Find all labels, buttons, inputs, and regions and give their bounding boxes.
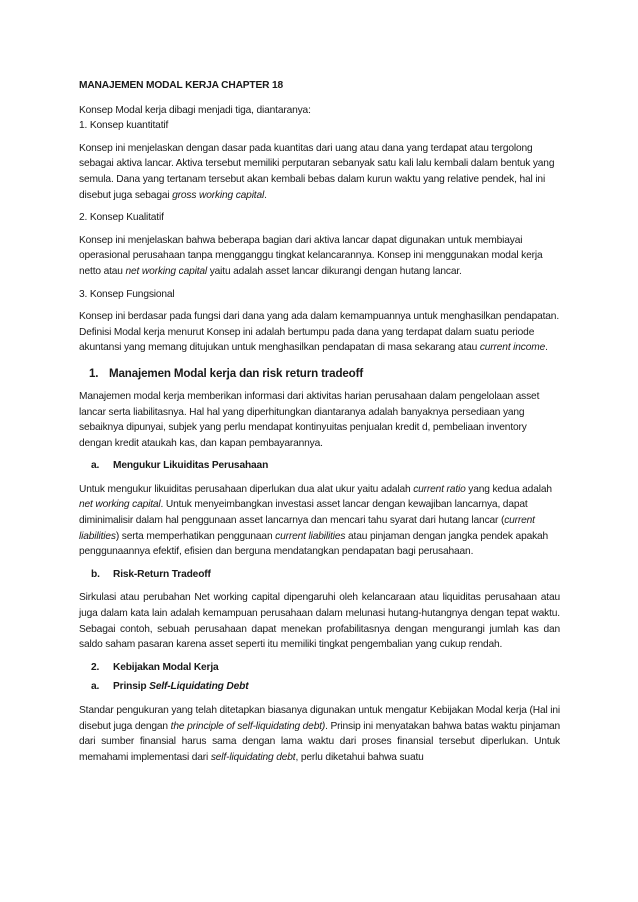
paragraph-kualitatif: Konsep ini menjelaskan bahwa beberapa bagian dari aktiva lancar dapat digunakan untuk membiayai operasional perusahaan tanpa mengganggu tingkat kelancarannya. Konsep ini menggunakan modal kerja netto atau net working capital yaitu adalah asset lancar dikurangi dengan hutang lancar. [79,234,543,277]
paragraph-kuantitatif: Konsep ini menjelaskan dengan dasar pada kuantitas dari uang atau dana yang terdapat atau tergolong sebagai aktiva lancar. Aktiva tersebut memiliki perputaran sebanyak satu kali lalu kembali dalam bentuk yang semula. Dana yang tertanam tersebut akan kembali bebas dalam kurun waktu yang relative pendek, hal ini disebut juga sebagai gross working capital. [79,142,555,201]
section-2a-heading: a. Prinsip Self-Liquidating Debt [91,681,249,693]
heading-konsep-kualitatif: 2. Konsep Kualitatif [79,212,164,224]
document-title: MANAJEMEN MODAL KERJA CHAPTER 18 [79,80,284,91]
paragraph-risk-return: Sirkulasi atau perubahan Net working capital dipengaruhi oleh kelancaraan atau liquiditas perusahaan atau juga dalam kata lain adalah kemampuan perusahaan dalam melunasi hutang-hutangnya dengan tepat waktu. Sebagai contoh, sebuah perusahaan dapat menekan profabilitasnya dengan mengurangi jumlah kas dan saldo saham pasaran karena asset seperti itu memiliki tingkat pengembalian yang cukup rendah. [79,592,560,651]
intro-line: Konsep Modal kerja dibagi menjadi tiga, diantaranya: [79,104,311,116]
subsection-b-heading: b. Risk-Return Tradeoff [91,568,211,580]
paragraph-fungsional: Konsep ini berdasar pada fungsi dari dana yang ada dalam kemampuannya untuk menghasilkan pendapatan. Definisi Modal kerja menurut Konsep ini adalah bertumpu pada dana yang terdapat dalam suatu periode akuntansi yang memang ditujukan untuk menghasilkan pendapatan di masa sekarang atau current income. [79,311,560,354]
subsection-a-heading: a. Mengukur Likuiditas Perusahaan [91,460,269,472]
paragraph-self-liquidating: Standar pengukuran yang telah ditetapkan biasanya digunakan untuk mengatur Kebijakan Modal kerja (Hal ini disebut juga dengan the principle of self-liquidating debt). Prinsip ini menyatakan bahwa batas waktu pinjaman dari sumber finansial harus sama dengan lama waktu dari proses finansial tersebut diperlukan. Untuk memahami implementasi dari self-liquidating debt, perlu diketahui bahwa suatu [79,705,560,763]
section-1-heading: 1. Manajemen Modal kerja dan risk return tradeoff [89,366,364,380]
heading-konsep-kuantitatif: 1. Konsep kuantitatif [79,120,169,132]
section-2-heading: 2. Kebijakan Modal Kerja [91,661,219,673]
paragraph-manajemen-modal: Manajemen modal kerja memberikan informasi dari aktivitas harian perusahaan dalam pengelolaan asset lancar serta liabilitasnya. Hal hal yang diperhitungkan diantaranya adalah banyaknya persediaan yang sebaiknya dipunyai, subjek yang perlu mendapat kontinyuitas penjualan kredit d, pembeliaan inventory dengan kredit ataukah kas, dan kapan pembayarannya. [79,390,540,449]
heading-konsep-fungsional: 3. Konsep Fungsional [79,288,175,300]
paragraph-likuiditas: Untuk mengukur likuiditas perusahaan diperlukan dua alat ukur yaitu adalah current ratio yang kedua adalah net working capital. Untuk menyeimbangkan investasi asset lancar dengan kewajiban lancarnya, dapat diminimalisir dalam hal penggunaan asset lancarnya dan mencari tahu syarat dari hutang lancar (current liabilities) serta memperhatikan penggunaan current liabilities atau pinjaman dengan jangka pendek apakah penggunaannya efektif, efisien dan berguna mendatangkan pendapatan bagi perusahaan. [79,483,552,558]
